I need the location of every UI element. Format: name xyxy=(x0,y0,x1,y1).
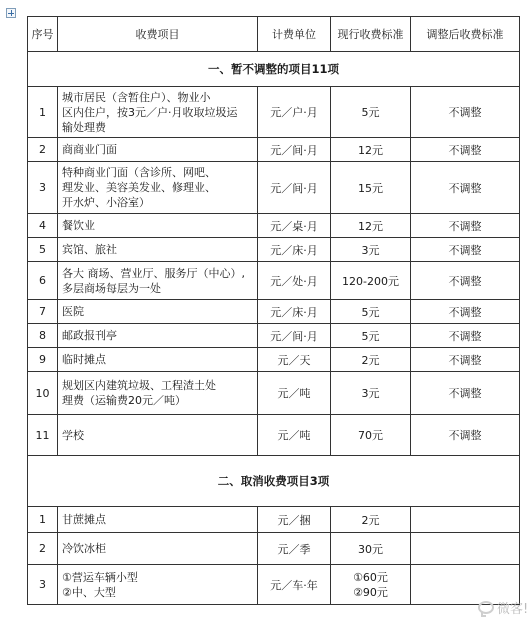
section-title: 二、取消收费项目3项 xyxy=(28,456,520,507)
header-item: 收费项目 xyxy=(58,17,258,52)
row-adjusted: 不调整 xyxy=(411,372,520,415)
table-row xyxy=(28,214,520,238)
row-no: 3 xyxy=(28,565,58,605)
table-row xyxy=(28,138,520,162)
row-current: 3元 xyxy=(331,372,411,415)
row-unit: 元／吨 xyxy=(258,415,331,456)
row-adjusted: 不调整 xyxy=(411,300,520,324)
row-no: 5 xyxy=(28,238,58,262)
row-unit: 元／吨 xyxy=(258,372,331,415)
header-no: 序号 xyxy=(28,17,58,52)
row-unit: 元／间·月 xyxy=(258,162,331,214)
row-unit: 元／间·月 xyxy=(258,138,331,162)
row-adjusted: 不调整 xyxy=(411,162,520,214)
row-no: 6 xyxy=(28,262,58,300)
row-unit: 元／天 xyxy=(258,348,331,372)
row-item: 邮政报刊亭 xyxy=(58,324,258,348)
row-adjusted: 不调整 xyxy=(411,138,520,162)
row-adjusted: 不调整 xyxy=(411,324,520,348)
header-row xyxy=(28,17,520,52)
row-adjusted: 不调整 xyxy=(411,415,520,456)
row-item: 学校 xyxy=(58,415,258,456)
row-current: 2元 xyxy=(331,507,411,533)
row-item: 甘蔗摊点 xyxy=(58,507,258,533)
row-no: 8 xyxy=(28,324,58,348)
section-row xyxy=(28,456,520,507)
row-unit: 元／间·月 xyxy=(258,324,331,348)
row-item: ①营运车辆小型 ②中、大型 xyxy=(58,565,258,605)
row-unit: 元／桌·月 xyxy=(258,214,331,238)
table-move-handle[interactable] xyxy=(6,8,16,18)
row-item: 临时摊点 xyxy=(58,348,258,372)
row-no: 3 xyxy=(28,162,58,214)
row-item: 特种商业门面（含诊所、网吧、 理发业、美容美发业、修理业、 开水炉、小浴室） xyxy=(58,162,258,214)
section-row xyxy=(28,52,520,87)
row-adjusted: 不调整 xyxy=(411,262,520,300)
table-row xyxy=(28,348,520,372)
fee-table xyxy=(27,16,520,605)
row-no: 1 xyxy=(28,507,58,533)
section-title: 一、暂不调整的项目11项 xyxy=(28,52,520,87)
row-unit: 元／季 xyxy=(258,533,331,565)
row-no: 2 xyxy=(28,138,58,162)
row-adjusted: 不调整 xyxy=(411,238,520,262)
row-current: 2元 xyxy=(331,348,411,372)
row-unit: 元／车·年 xyxy=(258,565,331,605)
row-adjusted: 不调整 xyxy=(411,87,520,138)
row-adjusted: 不调整 xyxy=(411,348,520,372)
row-current: 5元 xyxy=(331,300,411,324)
row-current: 120-200元 xyxy=(331,262,411,300)
row-unit: 元／捆 xyxy=(258,507,331,533)
row-current: 3元 xyxy=(331,238,411,262)
table-row xyxy=(28,262,520,300)
row-item: 医院 xyxy=(58,300,258,324)
header-current: 现行收费标准 xyxy=(331,17,411,52)
row-adjusted xyxy=(411,507,520,533)
row-item: 城市居民（含暂住户）、物业小 区内住户，按3元／户·月收取垃圾运 输处理费 xyxy=(58,87,258,138)
row-no: 2 xyxy=(28,533,58,565)
row-no: 9 xyxy=(28,348,58,372)
header-adjusted: 调整后收费标准 xyxy=(411,17,520,52)
row-item: 冷饮冰柜 xyxy=(58,533,258,565)
row-current: 12元 xyxy=(331,214,411,238)
table-row xyxy=(28,533,520,565)
table-row xyxy=(28,507,520,533)
row-current: 5元 xyxy=(331,87,411,138)
row-item: 规划区内建筑垃圾、工程渣土处 理费（运输费20元／吨） xyxy=(58,372,258,415)
row-current: ①60元 ②90元 xyxy=(331,565,411,605)
row-current: 15元 xyxy=(331,162,411,214)
row-current: 30元 xyxy=(331,533,411,565)
wechat-icon xyxy=(478,601,494,614)
row-item: 各大 商场、营业厅、服务厅（中心）, 多层商场每层为一处 xyxy=(58,262,258,300)
table-row xyxy=(28,87,520,138)
watermark xyxy=(478,594,528,620)
row-no: 11 xyxy=(28,415,58,456)
row-adjusted xyxy=(411,533,520,565)
table-row xyxy=(28,415,520,456)
row-unit: 元／处·月 xyxy=(258,262,331,300)
row-current: 5元 xyxy=(331,324,411,348)
row-unit: 元／床·月 xyxy=(258,238,331,262)
row-adjusted: 不调整 xyxy=(411,214,520,238)
row-current: 70元 xyxy=(331,415,411,456)
header-unit: 计费单位 xyxy=(258,17,331,52)
row-no: 10 xyxy=(28,372,58,415)
row-unit: 元／床·月 xyxy=(258,300,331,324)
table-row xyxy=(28,238,520,262)
row-unit: 元／户·月 xyxy=(258,87,331,138)
watermark-text: 微客! xyxy=(497,601,528,617)
row-item: 宾馆、旅社 xyxy=(58,238,258,262)
row-no: 1 xyxy=(28,87,58,138)
row-no: 7 xyxy=(28,300,58,324)
table-row xyxy=(28,162,520,214)
row-item: 餐饮业 xyxy=(58,214,258,238)
row-no: 4 xyxy=(28,214,58,238)
table-row xyxy=(28,565,520,605)
table-row xyxy=(28,372,520,415)
table-row xyxy=(28,324,520,348)
row-current: 12元 xyxy=(331,138,411,162)
row-item: 商商业门面 xyxy=(58,138,258,162)
table-row xyxy=(28,300,520,324)
